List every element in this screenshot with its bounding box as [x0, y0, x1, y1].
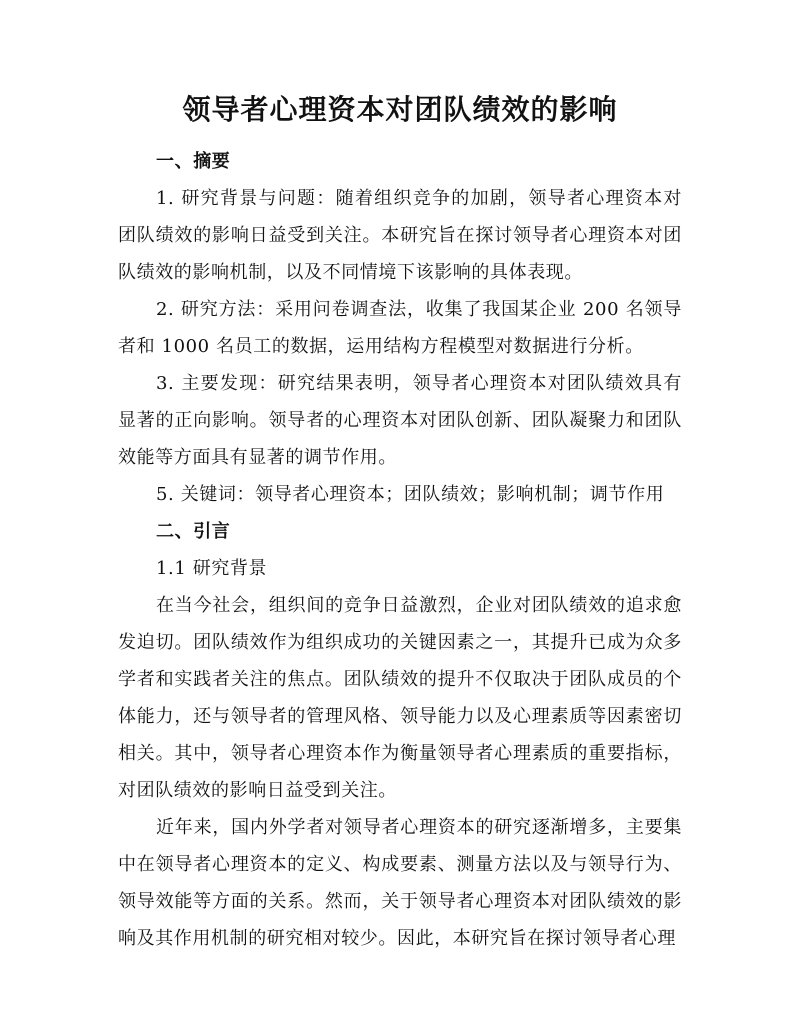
intro-paragraph-2: 近年来，国内外学者对领导者心理资本的研究逐渐增多，主要集中在领导者心理资本的定义、构成要素、测量方法以及与领导行为、领导效能等方面的关系。然而，关于领导者心理资本对团队绩效的影响及其作用机制的研究相对较少。因此，本研究旨在探讨领导者心理	[118, 817, 682, 949]
document-title: 领导者心理资本对团队绩效的影响	[182, 93, 618, 126]
intro-paragraph-1: 在当今社会，组织间的竞争日益激烈，企业对团队绩效的追求愈发迫切。团队绩效作为组织成功的关键因素之一，其提升已成为众多学者和实践者关注的焦点。团队绩效的提升不仅取决于团队成员的个体能力，还与领导者的管理风格、领导能力以及心理素质等因素密切相关。其中，领导者心理资本作为衡量领导者心理素质的重要指标，对团队绩效的影响日益受到关注。	[118, 595, 682, 801]
introduction-heading: 二、引言	[156, 521, 231, 542]
abstract-item-background: 1. 研究背景与问题：随着组织竞争的加剧，领导者心理资本对团队绩效的影响日益受到关注。本研究旨在探讨领导者心理资本对团队绩效的影响机制，以及不同情境下该影响的具体表现。	[118, 188, 682, 283]
abstract-item-method: 2. 研究方法：采用问卷调查法，收集了我国某企业 200 名领导者和 1000 名员工的数据，运用结构方程模型对数据进行分析。	[118, 299, 682, 357]
abstract-item-keywords: 5. 关键词：领导者心理资本；团队绩效；影响机制；调节作用	[156, 484, 665, 505]
abstract-heading: 一、摘要	[156, 151, 231, 172]
document-body	[118, 143, 682, 957]
subsection-heading-background: 1.1 研究背景	[156, 558, 268, 579]
abstract-item-findings: 3. 主要发现：研究结果表明，领导者心理资本对团队绩效具有显著的正向影响。领导者的心理资本对团队创新、团队凝聚力和团队效能等方面具有显著的调节作用。	[118, 373, 682, 468]
